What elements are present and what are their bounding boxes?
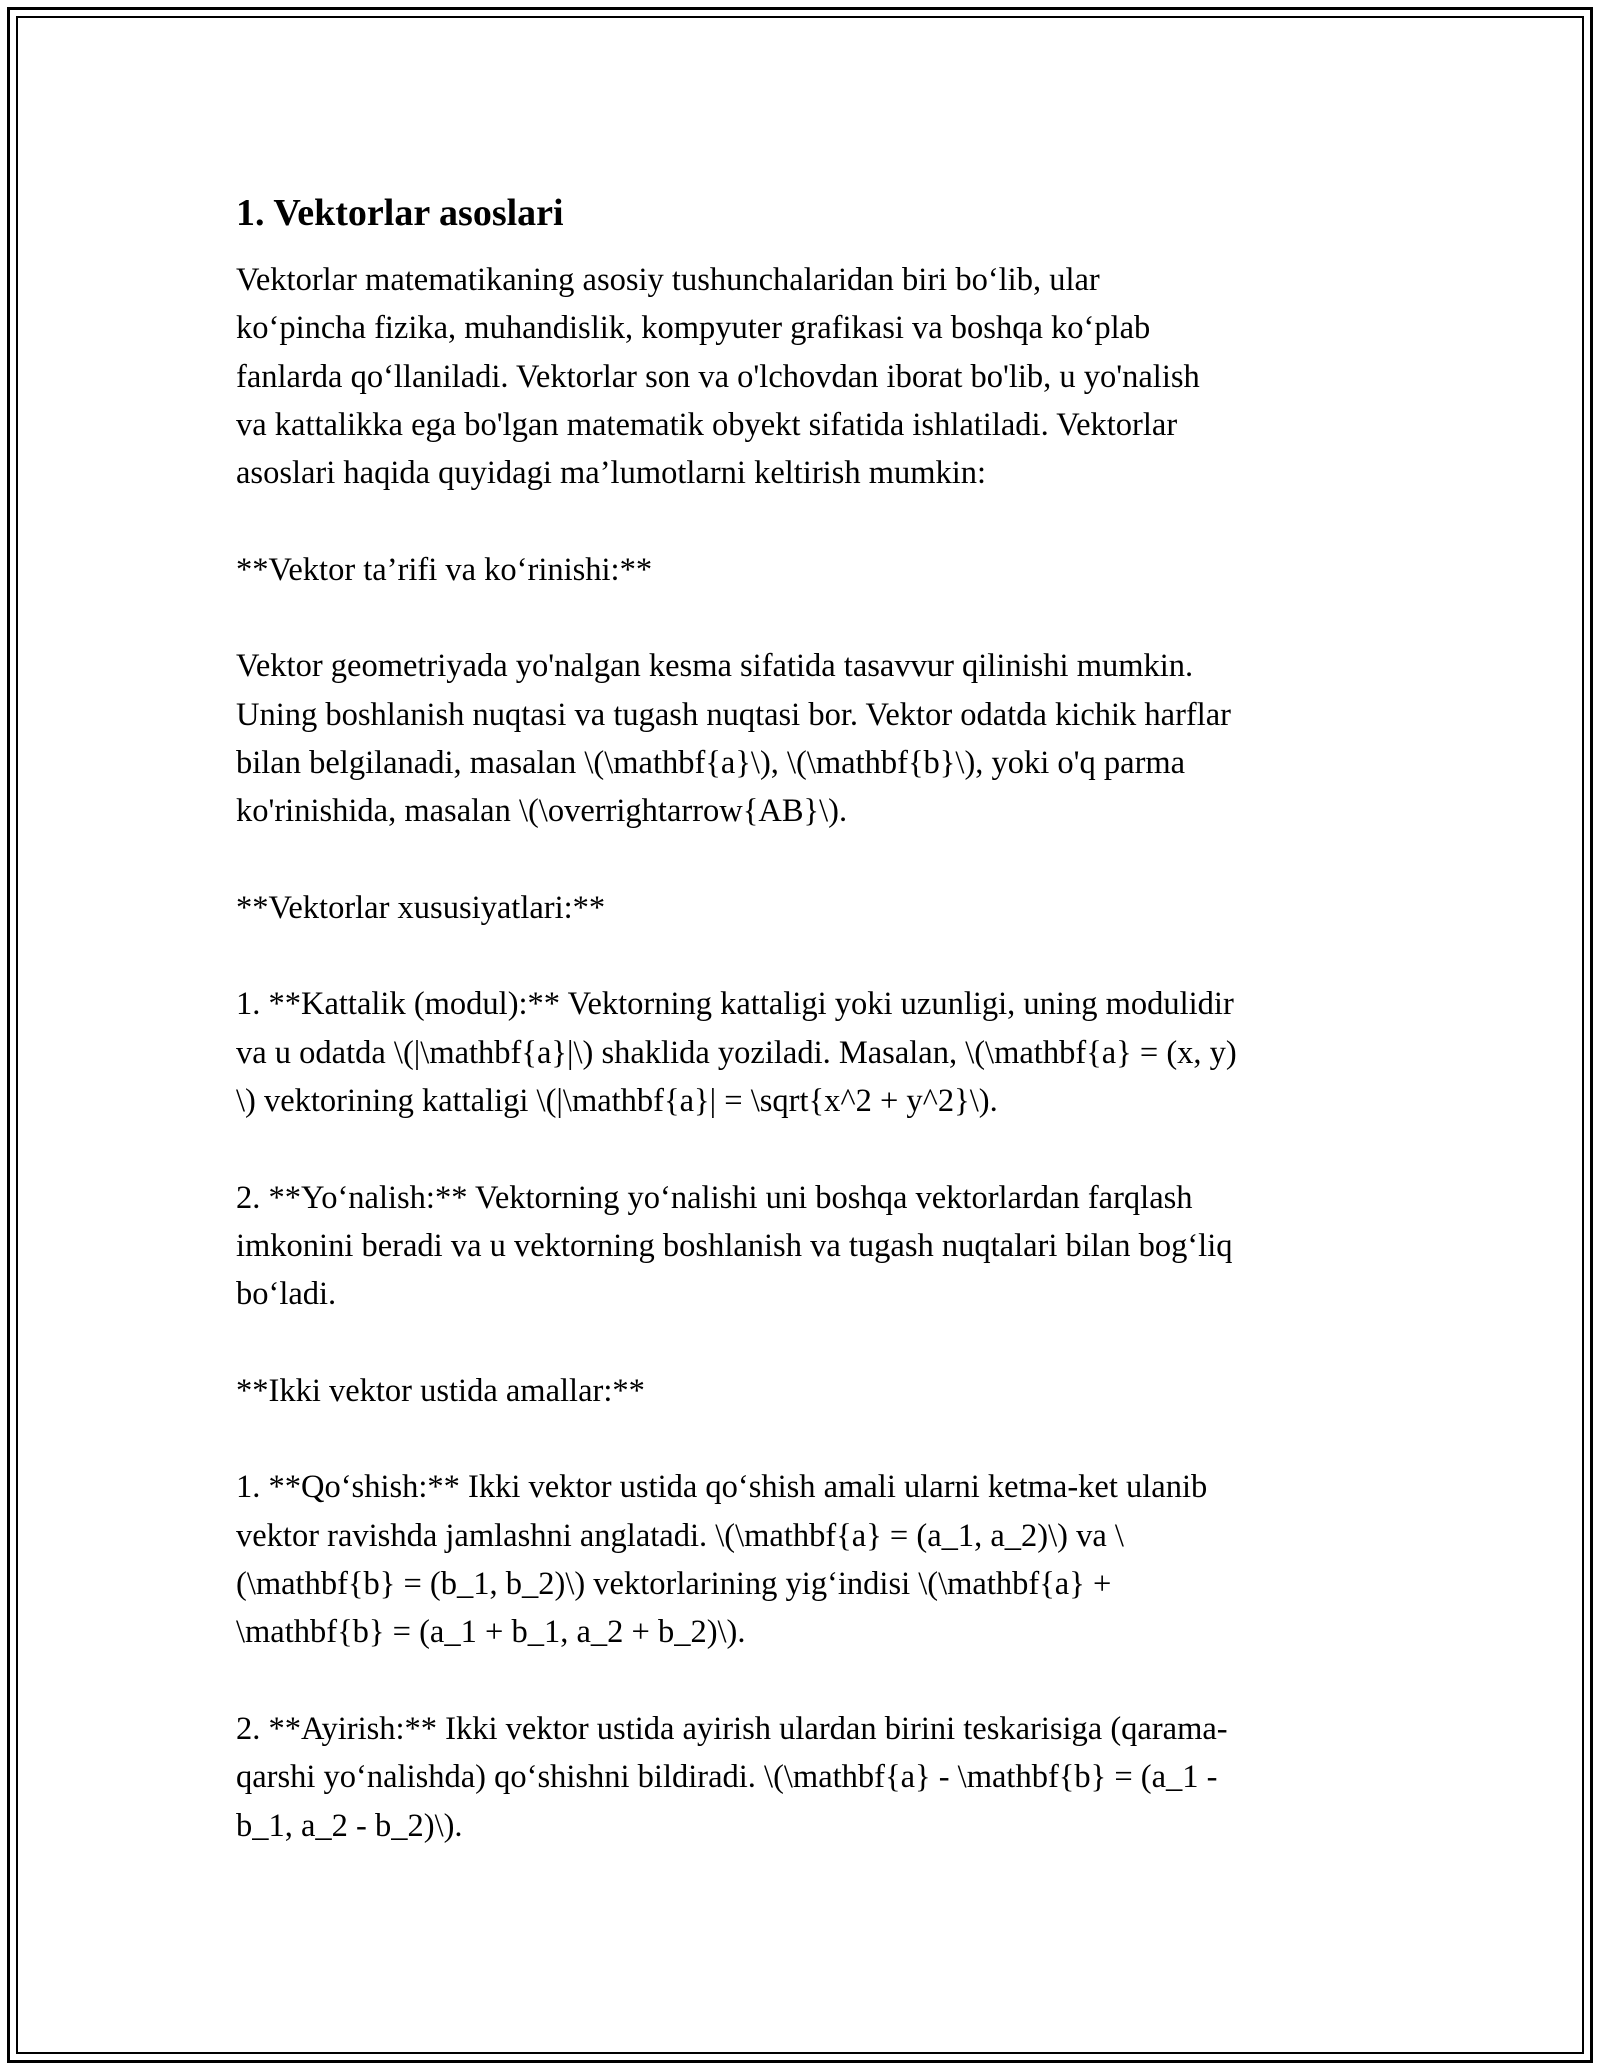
operation-addition: 1. **Qo‘shish:** Ikki vektor ustida qo‘shish amali ularni ketma-ket ulanib vektor ravishda jamlashni anglatadi. \(\mathbf{a} = (a_1, a_2)\) va \ (\mathbf{b} = (b_1, b_2)\) vektorlarining yig‘indisi \(\mathbf{a} + \mathbf{b} = (a_1 + b_1, a_2 + b_2)\). [236,1469,1208,1651]
intro-paragraph: Vektorlar matematikaning asosiy tushunchalaridan biri bo‘lib, ular ko‘pincha fizika, muhandislik, kompyuter grafikasi va boshqa ko‘plab fanlarda qo‘llaniladi. Vektorlar son va o'lchovdan iborat bo'lib, u yo'nalish va kattalikka ega bo'lgan matematik obyekt sifatida ishlatiladi. Vektorlar asoslari haqida quyidagi ma’lumotlarni keltirish mumkin: [236,262,1200,492]
property-magnitude: 1. **Kattalik (modul):** Vektorning kattaligi yoki uzunligi, uning modulidir va u odatda \(|\mathbf{a}|\) shaklida yoziladi. Masalan, \(\mathbf{a} = (x, y) \) vektorining kattaligi \(|\mathbf{a}| = \sqrt{x^2 + y^2}\). [236,986,1237,1120]
definition-heading: **Vektor ta’rifi va ko‘rinishi:** [236,551,653,588]
definition-paragraph: Vektor geometriyada yo'nalgan kesma sifatida tasavvur qilinishi mumkin. Uning boshlanish nuqtasi va tugash nuqtasi bor. Vektor odatda kichik harflar bilan belgilanadi, masalan \(\mathbf{a}\), \(\mathbf{b}\), yoki o'q parma ko'rinishida, masalan \(\overrightarrow{AB}\). [236,648,1231,830]
document-body [236,188,1366,1898]
operation-subtraction: 2. **Ayirish:** Ikki vektor ustida ayirish ulardan birini teskarisiga (qarama- qarshi yo‘nalishda) qo‘shishni bildiradi. \(\mathbf{a} - \mathbf{b} = (a_1 - b_1, a_2 - b_2)\). [236,1710,1228,1844]
property-direction: 2. **Yo‘nalish:** Vektorning yo‘nalishi uni boshqa vektorlardan farqlash imkonini beradi va u vektorning boshlanish va tugash nuqtalari bilan bog‘liq bo‘ladi. [236,1179,1233,1313]
section-title: 1. Vektorlar asoslari [236,192,564,234]
properties-heading: **Vektorlar xususiyatlari:** [236,889,606,926]
operations-heading: **Ikki vektor ustida amallar:** [236,1372,645,1409]
